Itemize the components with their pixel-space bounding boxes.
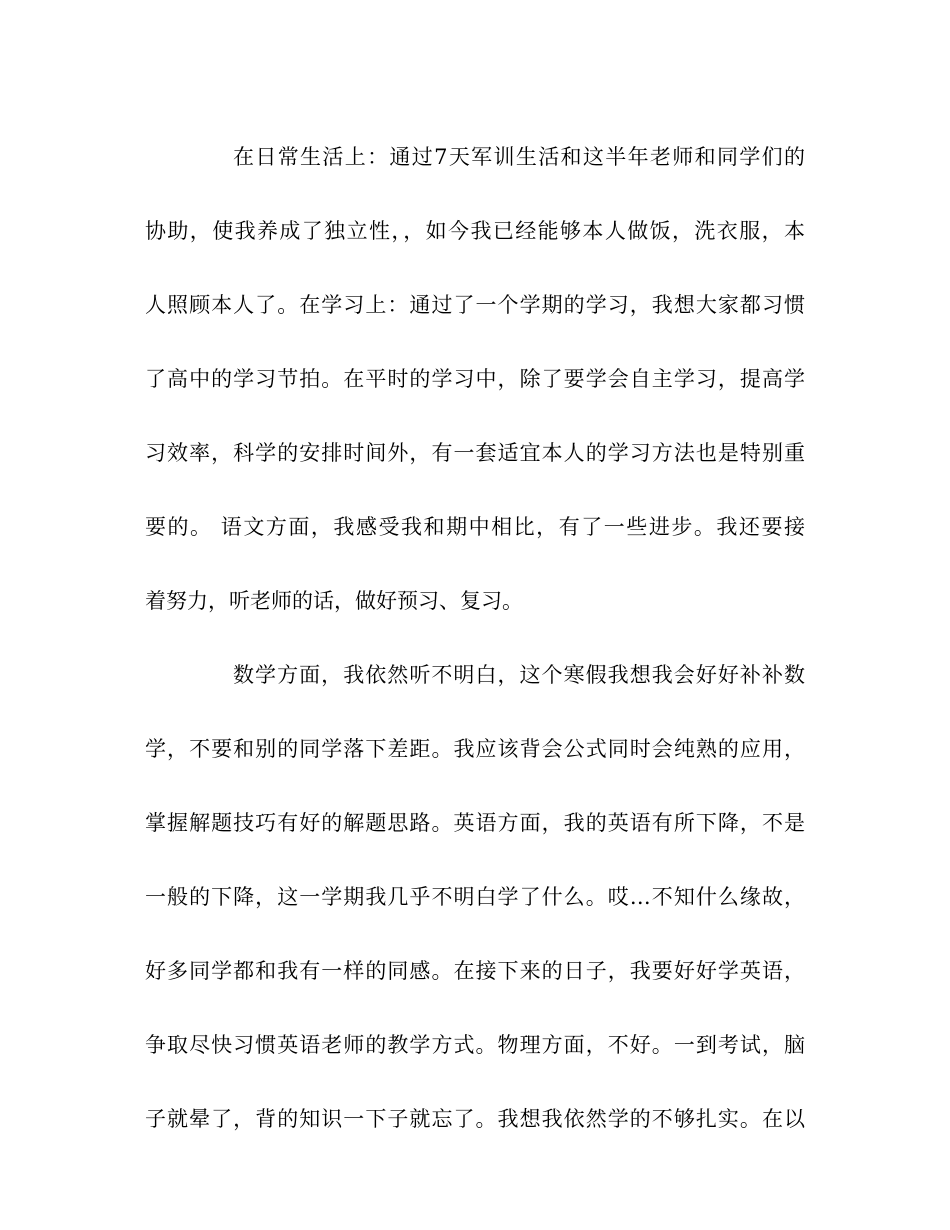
text-line: 在日常生活上：通过7天军训生活和这半年老师和同学们的 — [233, 145, 805, 169]
text-line: 好多同学都和我有一样的同感。在接下来的日子，我要好好学英语， — [145, 959, 805, 983]
document-body — [145, 120, 805, 1156]
text-line: 要的。 语文方面，我感受我和期中相比，有了一些进步。我还要接 — [145, 515, 805, 539]
text-line: 一般的下降，这一学期我几乎不明白学了什么。哎…不知什么缘故， — [145, 885, 805, 909]
text-line: 着努力，听老师的话，做好预习、复习。 — [145, 589, 523, 613]
text-line: 掌握解题技巧有好的解题思路。英语方面，我的英语有所下降，不是 — [145, 811, 805, 835]
text-line: 习效率，科学的安排时间外，有一套适宜本人的学习方法也是特别重 — [145, 441, 805, 465]
text-line: 了高中的学习节拍。在平时的学习中，除了要学会自主学习，提高学 — [145, 367, 805, 391]
text-line: 争取尽快习惯英语老师的教学方式。物理方面，不好。一到考试，脑 — [145, 1033, 805, 1057]
text-line: 协助，使我养成了独立性，，如今我已经能够本人做饭，洗衣服，本 — [145, 219, 805, 243]
text-line: 学，不要和别的同学落下差距。我应该背会公式同时会纯熟的应用， — [145, 737, 805, 761]
text-line: 数学方面，我依然听不明白，这个寒假我想我会好好补补数 — [233, 663, 805, 687]
text-line: 人照顾本人了。在学习上：通过了一个学期的学习，我想大家都习惯 — [145, 293, 805, 317]
text-line: 子就晕了，背的知识一下子就忘了。我想我依然学的不够扎实。在以 — [145, 1107, 805, 1131]
